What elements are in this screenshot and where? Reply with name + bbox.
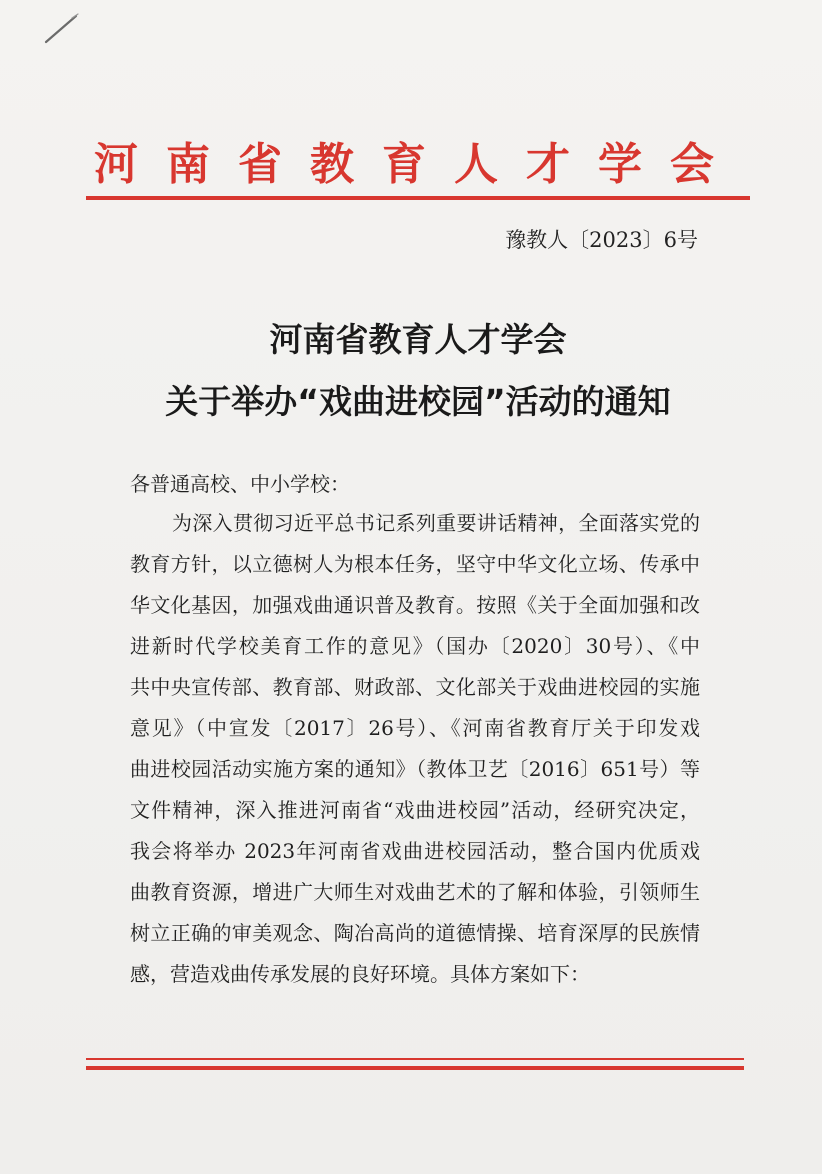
body-line: 共中央宣传部、教育部、财政部、文化部关于戏曲进校园的实施 [130, 675, 700, 699]
body-line: 为深入贯彻习近平总书记系列重要讲话精神，全面落实党的 [172, 511, 700, 535]
title-line-1: 河南省教育人才学会 [269, 320, 567, 359]
body-line: 树立正确的审美观念、陶冶高尚的道德情操、培育深厚的民族情 [130, 921, 700, 945]
salutation: 各普通高校、中小学校： [130, 472, 350, 496]
body-line: 我会将举办 2023年河南省戏曲进校园活动，整合国内优质戏 [130, 839, 700, 863]
body-line: 曲教育资源，增进广大师生对戏曲艺术的了解和体验，引领师生 [130, 880, 700, 904]
body-line: 感，营造戏曲传承发展的良好环境。具体方案如下： [130, 962, 590, 986]
title-line-2: 关于举办“戏曲进校园”活动的通知 [165, 382, 671, 421]
body-line: 意见》（中宣发〔2017〕26号）、《河南省教育厅关于印发戏 [130, 716, 700, 740]
body-line: 曲进校园活动实施方案的通知》（教体卫艺〔2016〕651号）等 [130, 757, 700, 781]
body-line: 教育方针，以立德树人为根本任务，坚守中华文化立场、传承中 [130, 552, 700, 576]
document-number: 豫教人〔2023〕6号 [505, 228, 698, 252]
body-line: 进新时代学校美育工作的意见》（国办〔2020〕30号）、《中 [130, 634, 700, 658]
red-divider-bottom-thin [86, 1058, 744, 1060]
pencil-mark-icon [42, 10, 82, 46]
organization-header: 河南省教育人才学会 [94, 139, 742, 190]
body-line: 华文化基因，加强戏曲通识普及教育。按照《关于全面加强和改 [130, 593, 700, 617]
body-line: 文件精神，深入推进河南省“戏曲进校园”活动，经研究决定， [130, 798, 700, 822]
red-divider-bottom-thick [86, 1066, 744, 1070]
red-divider-top [86, 196, 750, 200]
